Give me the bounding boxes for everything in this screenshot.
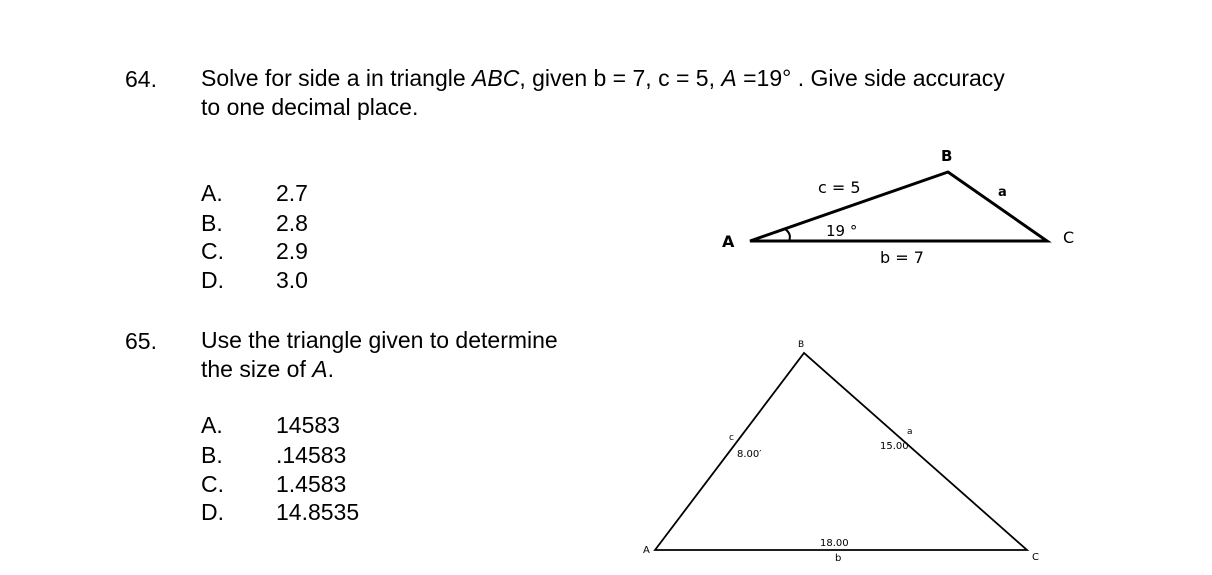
question-64-line-2: to one decimal place. <box>201 94 419 120</box>
side-value-b-65: 18.00 <box>820 538 849 549</box>
side-value-a-65: 15.00 <box>880 441 909 452</box>
vertex-label-b-64: B <box>941 147 953 165</box>
question-number-65: 65. <box>125 328 157 354</box>
vertex-label-b-65: B <box>798 340 805 350</box>
choice-letter: D. <box>201 499 224 525</box>
side-label-c-64: c = 5 <box>818 178 861 197</box>
choice-letter: A. <box>201 180 223 206</box>
choice-letter: B. <box>201 210 223 236</box>
side-value-c-65: 8.00′ <box>737 449 762 460</box>
choice-letter: A. <box>201 412 223 438</box>
question-65-line-2: the size of A. <box>201 356 334 382</box>
side-label-b-64: b = 7 <box>880 248 924 267</box>
choice-letter: C. <box>201 471 224 497</box>
question-text-64 <box>201 64 1005 122</box>
side-letter-c-65: c <box>729 433 734 443</box>
choice-value: 1.4583 <box>276 471 347 497</box>
question-text-65 <box>201 326 558 384</box>
question-65-line-1: Use the triangle given to determine <box>201 327 558 353</box>
triangle-64-outline <box>750 172 1047 241</box>
vertex-label-a-65: A <box>643 545 650 556</box>
question-number-64: 64. <box>125 66 157 92</box>
triangle-65-outline <box>655 353 1027 550</box>
vertex-label-c-64: C <box>1063 228 1075 247</box>
vertex-label-a-64: A <box>722 232 735 251</box>
choice-value: .14583 <box>276 442 347 468</box>
choice-value: 2.8 <box>276 210 308 236</box>
choice-value: 14583 <box>276 412 340 438</box>
side-label-a-64: a <box>998 185 1007 200</box>
question-64-line-1: Solve for side a in triangle ABC, given b = 7, c = 5, A =19° . Give side accuracy <box>201 65 1005 91</box>
side-letter-a-65: a <box>907 427 913 437</box>
choice-value: 3.0 <box>276 267 308 293</box>
choice-value: 2.7 <box>276 180 308 206</box>
choice-letter: C. <box>201 238 224 264</box>
angle-label-64: 19 ° <box>826 222 858 240</box>
choice-letter: B. <box>201 442 223 468</box>
angle-arc-64 <box>785 229 790 241</box>
vertex-label-c-65: C <box>1032 552 1039 563</box>
choice-letter: D. <box>201 267 224 293</box>
choice-value: 14.8535 <box>276 499 360 525</box>
choice-value: 2.9 <box>276 238 308 264</box>
side-letter-b-65: b <box>835 553 842 564</box>
